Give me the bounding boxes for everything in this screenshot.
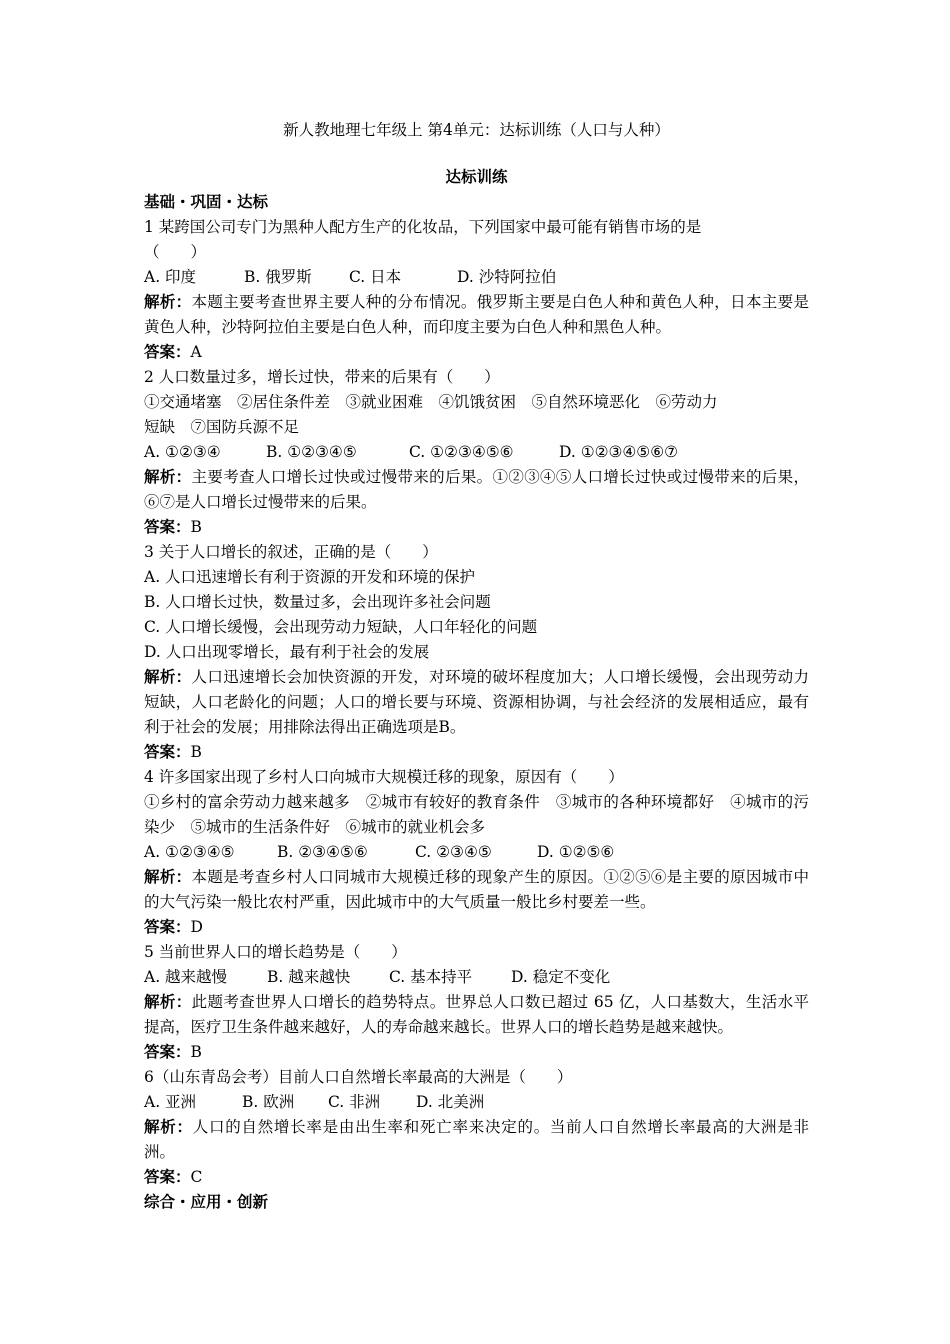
question-1-options (144, 265, 809, 290)
document-page (144, 118, 809, 1215)
option-a: A. 人口迅速增长有利于资源的开发和环境的保护 (144, 568, 476, 586)
answer-label: 答案： (144, 743, 191, 761)
option-a: A. 亚洲 (144, 1093, 197, 1111)
answer-value: B (190, 518, 202, 536)
analysis-label: 解析： (144, 293, 192, 311)
option-c: C. 人口增长缓慢，会出现劳动力短缺，人口年轻化的问题 (144, 618, 538, 636)
section-title: 达标训练 (445, 167, 508, 186)
option-a: A. ①②③④⑤ (144, 843, 235, 861)
answer-label: 答案： (144, 1043, 191, 1061)
analysis-label: 解析： (144, 1118, 193, 1136)
analysis-label: 解析： (144, 993, 192, 1011)
document-title: 新人教地理七年级上 第4单元：达标训练（人口与人种） (283, 121, 670, 139)
question-5-stem: 5 当前世界人口的增长趋势是（ ） (144, 943, 407, 961)
question-6-stem: 6（山东青岛会考）目前人口自然增长率最高的大洲是（ ） (144, 1068, 573, 1086)
option-c: C. 基本持平 (389, 968, 473, 986)
question-2-stem: 2 人口数量过多，增长过快，带来的后果有（ ） (144, 368, 500, 386)
question-3-stem: 3 关于人口增长的叙述，正确的是（ ） (144, 543, 438, 561)
question-4-items: ①乡村的富余劳动力越来越多 ②城市有较好的教育条件 ③城市的各种环境都好 ④城市的污染少 ⑤城市的生活条件好 ⑥城市的就业机会多 (144, 793, 809, 836)
question-6-analysis (144, 1115, 809, 1165)
question-4-answer (144, 915, 809, 940)
answer-value: D (190, 918, 203, 936)
question-4-stem: 4 许多国家出现了乡村人口向城市大规模迁移的现象，原因有（ ） (144, 768, 624, 786)
option-c: C. 日本 (349, 268, 402, 286)
heading-comprehensive: 综合・应用・创新 (144, 1193, 269, 1211)
analysis-text: 人口的自然增长率是由出生率和死亡率来决定的。当前人口自然增长率最高的大洲是非洲。 (144, 1118, 809, 1161)
option-d: D. 人口出现零增长，最有利于社会的发展 (144, 643, 430, 661)
option-d: D. 稳定不变化 (511, 968, 611, 986)
analysis-text: 人口迅速增长会加快资源的开发，对环境的破坏程度加大；人口增长缓慢，会出现劳动力短缺，人口老龄化的问题；人口的增长要与环境、资源相协调，与社会经济的发展相适应，最有利于社会的发展；用排除法得出正确选项是B。 (144, 668, 809, 736)
question-2-options (144, 440, 809, 465)
question-6-answer (144, 1165, 809, 1190)
question-1-stem-paren: （ ） (144, 243, 207, 261)
analysis-text: 主要考查人口增长过快或过慢带来的后果。①②③④⑤人口增长过快或过慢带来的后果，⑥⑦是人口增长过慢带来的后果。 (144, 468, 809, 511)
option-b: B. ①②③④⑤ (266, 443, 357, 461)
analysis-label: 解析： (144, 868, 192, 886)
question-5-analysis (144, 990, 809, 1040)
option-b: B. ②③④⑤⑥ (277, 843, 368, 861)
analysis-label: 解析： (144, 468, 192, 486)
analysis-text: 此题考查世界人口增长的趋势特点。世界总人口数已超过 65 亿，人口基数大，生活水平提高，医疗卫生条件越来越好，人的寿命越来越长。世界人口的增长趋势是越来越快。 (144, 993, 809, 1036)
question-4-options (144, 840, 809, 865)
answer-value: B (190, 1043, 202, 1061)
question-5-options (144, 965, 809, 990)
option-d: D. ①②③④⑤⑥⑦ (559, 443, 678, 461)
answer-label: 答案： (144, 343, 191, 361)
analysis-text: 本题主要考查世界主要人种的分布情况。俄罗斯主要是白色人种和黄色人种，日本主要是黄色人种，沙特阿拉伯主要是白色人种，而印度主要为白色人种和黑色人种。 (144, 293, 809, 336)
question-5-answer (144, 1040, 809, 1065)
question-2-items-2: 短缺 ⑦国防兵源不足 (144, 418, 300, 436)
answer-value: C (190, 1168, 203, 1186)
option-d: D. 沙特阿拉伯 (457, 268, 557, 286)
option-d: D. ①②⑤⑥ (537, 843, 615, 861)
question-1-analysis (144, 290, 809, 340)
option-a: A. 印度 (144, 268, 197, 286)
answer-value: B (190, 743, 202, 761)
option-c: C. ①②③④⑤⑥ (409, 443, 514, 461)
option-a: A. ①②③④ (144, 443, 221, 461)
option-b: B. 欧洲 (242, 1093, 295, 1111)
question-2-answer (144, 515, 809, 540)
question-6-options (144, 1090, 809, 1115)
option-c: C. 非洲 (328, 1093, 381, 1111)
question-3-analysis (144, 665, 809, 740)
analysis-label: 解析： (144, 668, 192, 686)
question-3-answer (144, 740, 809, 765)
heading-basic: 基础・巩固・达标 (144, 193, 269, 211)
question-4-analysis (144, 865, 809, 915)
question-1-stem: 1 某跨国公司专门为黑种人配方生产的化妆品，下列国家中最可能有销售市场的是 (144, 218, 702, 236)
answer-label: 答案： (144, 518, 191, 536)
option-c: C. ②③④⑤ (415, 843, 492, 861)
option-b: B. 人口增长过快，数量过多，会出现许多社会问题 (144, 593, 491, 611)
question-1-answer (144, 340, 809, 365)
question-2-items-1: ①交通堵塞 ②居住条件差 ③就业困难 ④饥饿贫困 ⑤自然环境恶化 ⑥劳动力 (144, 393, 718, 411)
answer-label: 答案： (144, 1168, 191, 1186)
option-b: B. 越来越快 (267, 968, 351, 986)
answer-value: A (190, 343, 202, 361)
option-b: B. 俄罗斯 (244, 268, 312, 286)
option-a: A. 越来越慢 (144, 968, 228, 986)
option-d: D. 北美洲 (416, 1093, 485, 1111)
question-2-analysis (144, 465, 809, 515)
analysis-text: 本题是考查乡村人口同城市大规模迁移的现象产生的原因。①②⑤⑥是主要的原因城市中的大气污染一般比农村严重，因此城市中的大气质量一般比乡村要差一些。 (144, 868, 809, 911)
answer-label: 答案： (144, 918, 191, 936)
